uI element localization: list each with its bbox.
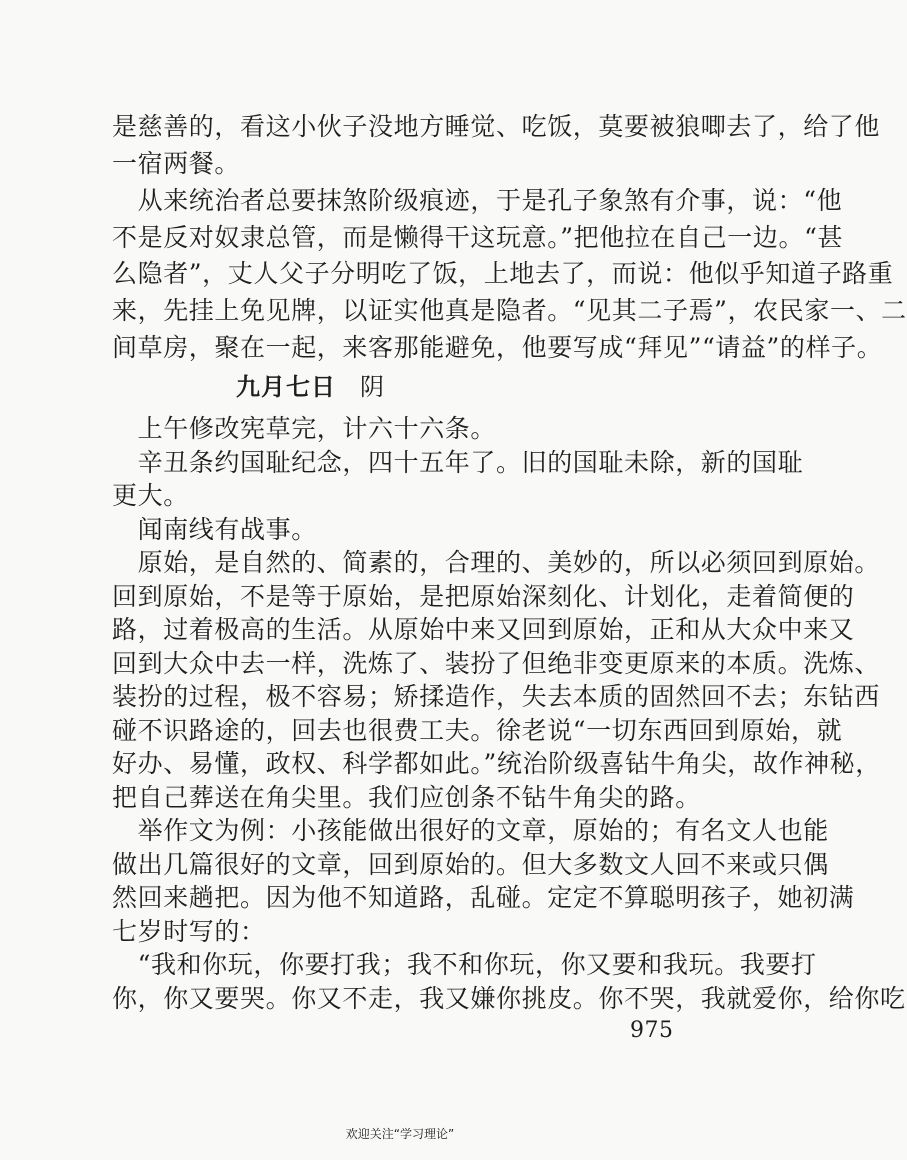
text-line: 一宿两餐。 (112, 149, 241, 178)
text-line: 间草房，聚在一起，来客那能避免，他要写成“拜见”“请益”的样子。 (112, 333, 883, 362)
text-line: 你，你又要哭。你又不走，我又嫌你挑皮。你不哭，我就爱你，给你吃 (112, 984, 906, 1013)
entry-heading (236, 372, 384, 402)
text-line: 碰不识路途的，回去也很费工夫。徐老说“一切东西回到原始，就 (112, 716, 843, 745)
text-line: 好办、易懂，政权、科学都如此。”统治阶级喜钻牛角尖，故作神秘， (112, 749, 881, 778)
text-line: 回到大众中去一样，洗炼了、装扮了但绝非变更原来的本质。洗炼、 (112, 649, 881, 678)
text-line: 装扮的过程，极不容易；矫揉造作，失去本质的固然回不去；东钻西 (112, 682, 881, 711)
page-number: 975 (630, 1018, 674, 1043)
text-line: 路，过着极高的生活。从原始中来又回到原始，正和从大众中来又 (112, 615, 855, 644)
text-line: 做出几篇很好的文章，回到原始的。但大多数文人回不来或只偶 (112, 850, 829, 879)
text-line: 把自己葬送在角尖里。我们应创条不钻牛角尖的路。 (112, 783, 701, 812)
text-line: 是慈善的，看这小伙子没地方睡觉、吃饭，莫要被狼唧去了，给了他 (112, 112, 881, 141)
text-line: 辛丑条约国耻纪念，四十五年了。旧的国耻未除，新的国耻 (112, 448, 804, 477)
text-line: 么隐者”，丈人父子分明吃了饭，上地去了，而说：他似乎知道子路重 (112, 259, 894, 288)
text-line: “我和你玩，你要打我；我不和你玩，你又要和我玩。我要打 (112, 950, 817, 979)
text-line: 回到原始，不是等于原始，是把原始深刻化、计划化，走着简便的 (112, 582, 855, 611)
entry-date: 九月七日 (236, 372, 336, 401)
text-line: 从来统治者总要抹煞阶级痕迹，于是孔子象煞有介事，说：“他 (112, 186, 843, 215)
text-line: 举作文为例：小孩能做出很好的文章，原始的；有名文人也能 (112, 816, 829, 845)
text-line: 上午修改宪草完，计六十六条。 (112, 414, 497, 443)
text-line: 然回来趟把。因为他不知道路，乱碰。定定不算聪明孩子，她初满 (112, 883, 855, 912)
text-line: 来，先挂上免见牌，以证实他真是隐者。“见其二子焉”，农民家一、二 (112, 296, 907, 325)
text-line: 原始，是自然的、简素的，合理的、美妙的，所以必须回到原始。 (112, 548, 881, 577)
text-line: 七岁时写的： (112, 917, 266, 946)
text-line: 闻南线有战事。 (112, 515, 317, 544)
entry-weather: 阴 (360, 373, 384, 401)
text-line: 更大。 (112, 481, 189, 510)
text-line: 不是反对奴隶总管，而是懒得干这玩意。”把他拉在自己一边。“甚 (112, 223, 844, 252)
footer-note: 欢迎关注“学习理论” (345, 1127, 455, 1141)
